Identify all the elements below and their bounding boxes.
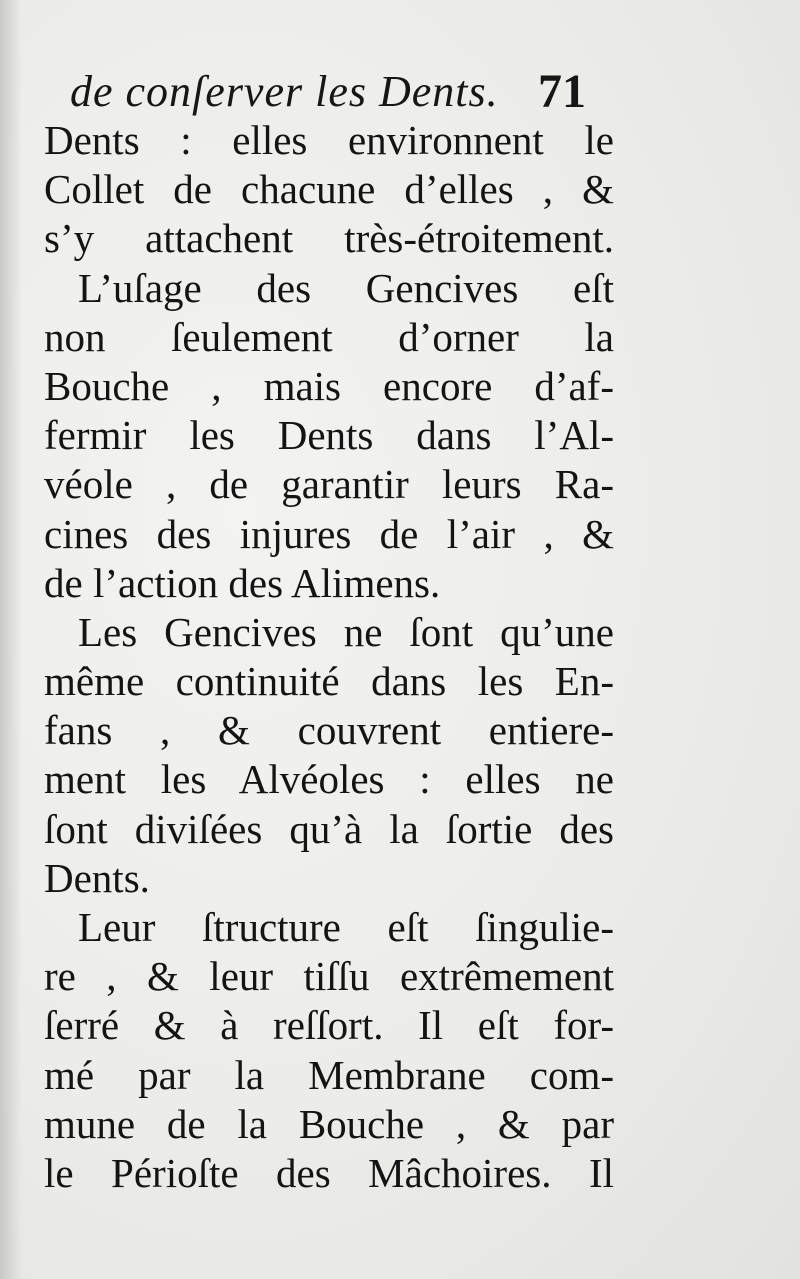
text-line: mune de la Bouche , & par	[44, 1100, 614, 1147]
text-line: de l’action des Alimens.	[44, 559, 441, 606]
running-title: de conſerver les Dents.	[70, 67, 499, 116]
text-line: ſerré & à reſſort. Il eſt for-	[44, 1002, 614, 1049]
text-line: Collet de chacune d’elles , &	[44, 166, 614, 213]
text-line: Dents.	[44, 854, 150, 901]
text-line: véole , de garantir leurs Ra-	[44, 461, 614, 508]
text-line: Dents : elles environnent le	[44, 117, 614, 163]
text-line: Bouche , mais encore d’af-	[44, 362, 614, 409]
page-spine-shadow	[0, 0, 22, 1279]
text-line: L’uſage des Gencives eſt	[78, 264, 614, 311]
text-line: Les Gencives ne ſont qu’une	[78, 608, 614, 655]
text-line: fans , & couvrent entiere-	[44, 707, 614, 754]
text-line: re , & leur tiſſu extrêmement	[44, 953, 614, 1000]
text-line: ſont diviſées qu’à la ſortie des	[44, 805, 614, 852]
text-line: s’y attachent très-étroitement.	[44, 215, 614, 262]
text-line: fermir les Dents dans l’Al-	[44, 412, 614, 459]
running-head	[70, 62, 590, 122]
text-line: mé par la Membrane com-	[44, 1051, 614, 1098]
page-number: 71	[538, 65, 586, 118]
text-line: Leur ſtructure eſt ſingulie-	[78, 904, 614, 950]
text-line: ment les Alvéoles : elles ne	[44, 756, 614, 803]
text-line: cines des injures de l’air , &	[44, 510, 614, 557]
body-text	[44, 116, 614, 1198]
text-line: non ſeulement d’orner la	[44, 313, 614, 360]
text-line: le Périoſte des Mâchoires. Il	[44, 1149, 614, 1196]
text-line: même continuité dans les En-	[44, 658, 614, 705]
